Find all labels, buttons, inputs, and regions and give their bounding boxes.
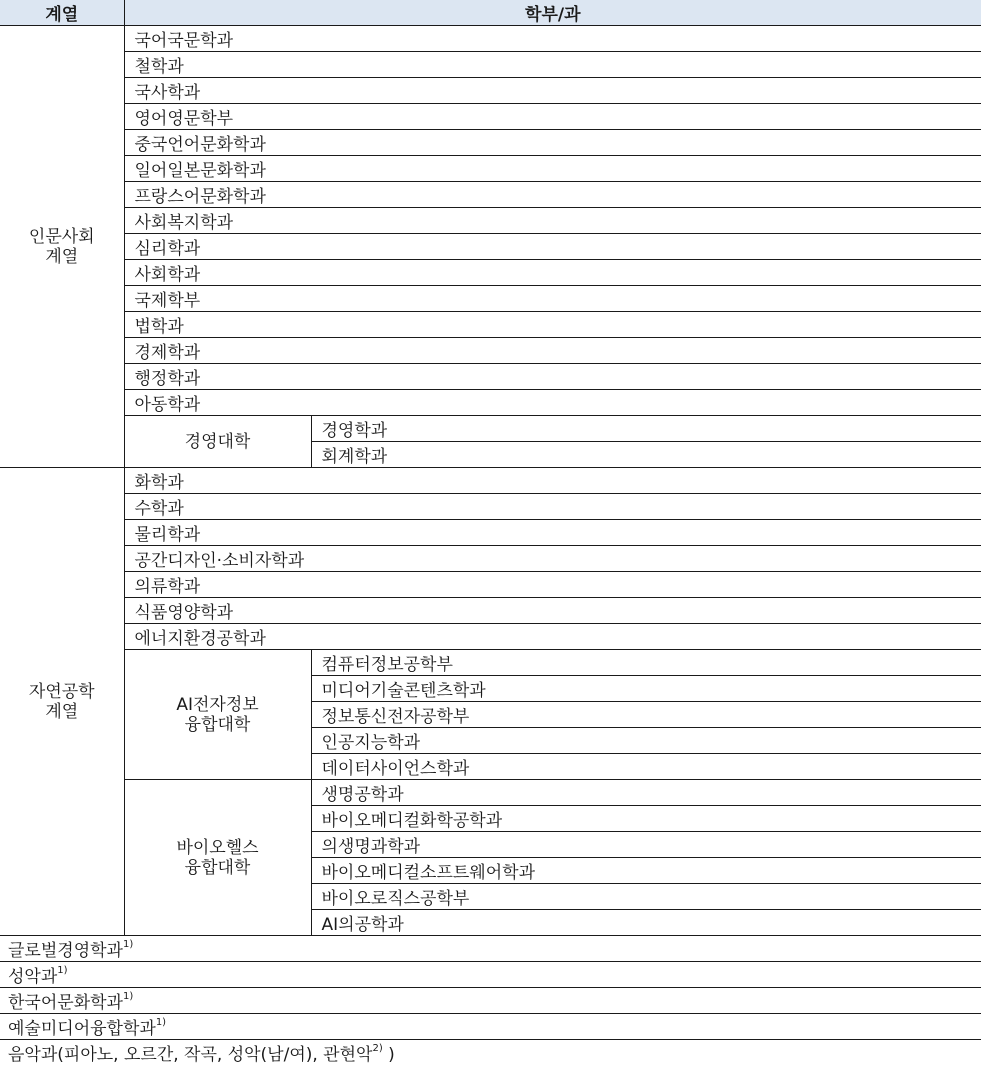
table-row xyxy=(0,52,981,78)
table-row xyxy=(0,364,981,390)
table-row xyxy=(0,962,981,988)
table-row xyxy=(0,468,981,494)
header-dept: 학부/과 xyxy=(124,0,981,26)
table-row xyxy=(0,624,981,650)
table-row xyxy=(0,416,981,442)
college-bio: 바이오헬스 융합대학 xyxy=(124,780,311,936)
dept-cell: 물리학과 xyxy=(124,520,981,546)
table-row xyxy=(0,988,981,1014)
table-row xyxy=(0,780,981,806)
dept-cell: 사회학과 xyxy=(124,260,981,286)
table-row xyxy=(0,234,981,260)
dept-cell: 공간디자인·소비자학과 xyxy=(124,546,981,572)
dept-cell: 바이오메디컬소프트웨어학과 xyxy=(311,858,981,884)
table-row xyxy=(0,286,981,312)
dept-cell: 일어일본문화학과 xyxy=(124,156,981,182)
dept-cell: 화학과 xyxy=(124,468,981,494)
dept-cell: 컴퓨터정보공학부 xyxy=(311,650,981,676)
table-row xyxy=(0,936,981,962)
special-dept-cell: 글로벌경영학과$^{1)}$ xyxy=(0,936,981,962)
table-row xyxy=(0,182,981,208)
table-row xyxy=(0,156,981,182)
table-row xyxy=(0,390,981,416)
table-header-row xyxy=(0,0,981,26)
dept-cell: 법학과 xyxy=(124,312,981,338)
dept-cell: 경영학과 xyxy=(311,416,981,442)
dept-cell: 수학과 xyxy=(124,494,981,520)
special-dept-cell: 성악과$^{1)}$ xyxy=(0,962,981,988)
table-row xyxy=(0,260,981,286)
table-row xyxy=(0,1014,981,1040)
table-row xyxy=(0,104,981,130)
dept-cell: 의류학과 xyxy=(124,572,981,598)
table-row xyxy=(0,312,981,338)
dept-cell: 회계학과 xyxy=(311,442,981,468)
dept-cell: 경제학과 xyxy=(124,338,981,364)
table-row xyxy=(0,338,981,364)
college-business: 경영대학 xyxy=(124,416,311,468)
table-row xyxy=(0,78,981,104)
college-ai: AI전자정보 융합대학 xyxy=(124,650,311,780)
dept-cell: 정보통신전자공학부 xyxy=(311,702,981,728)
dept-cell: 미디어기술콘텐츠학과 xyxy=(311,676,981,702)
music-dept-cell: 음악과(피아노, 오르간, 작곡, 성악(남/여), 관현악$^{2)}$ ) xyxy=(0,1040,981,1066)
dept-cell: 생명공학과 xyxy=(311,780,981,806)
dept-cell: 프랑스어문화학과 xyxy=(124,182,981,208)
dept-cell: 국사학과 xyxy=(124,78,981,104)
table-row xyxy=(0,26,981,52)
table-row xyxy=(0,130,981,156)
dept-cell: 바이오로직스공학부 xyxy=(311,884,981,910)
dept-cell: 국제학부 xyxy=(124,286,981,312)
series-humanities: 인문사회 계열 xyxy=(0,26,124,468)
table-row xyxy=(0,1040,981,1066)
dept-cell: 심리학과 xyxy=(124,234,981,260)
dept-cell: 국어국문학과 xyxy=(124,26,981,52)
dept-cell: AI의공학과 xyxy=(311,910,981,936)
dept-cell: 인공지능학과 xyxy=(311,728,981,754)
dept-cell: 데이터사이언스학과 xyxy=(311,754,981,780)
table-row xyxy=(0,650,981,676)
table-row xyxy=(0,598,981,624)
header-series: 계열 xyxy=(0,0,124,26)
table-row xyxy=(0,572,981,598)
table-row xyxy=(0,520,981,546)
special-dept-cell: 한국어문화학과$^{1)}$ xyxy=(0,988,981,1014)
dept-cell: 의생명과학과 xyxy=(311,832,981,858)
table-row xyxy=(0,494,981,520)
dept-cell: 에너지환경공학과 xyxy=(124,624,981,650)
dept-cell: 중국언어문화학과 xyxy=(124,130,981,156)
dept-cell: 아동학과 xyxy=(124,390,981,416)
series-science: 자연공학 계열 xyxy=(0,468,124,936)
dept-cell: 철학과 xyxy=(124,52,981,78)
dept-cell: 영어영문학부 xyxy=(124,104,981,130)
dept-cell: 행정학과 xyxy=(124,364,981,390)
table-row xyxy=(0,546,981,572)
dept-cell: 바이오메디컬화학공학과 xyxy=(311,806,981,832)
dept-cell: 사회복지학과 xyxy=(124,208,981,234)
special-dept-cell: 예술미디어융합학과$^{1)}$ xyxy=(0,1014,981,1040)
dept-cell: 식품영양학과 xyxy=(124,598,981,624)
table-row xyxy=(0,208,981,234)
